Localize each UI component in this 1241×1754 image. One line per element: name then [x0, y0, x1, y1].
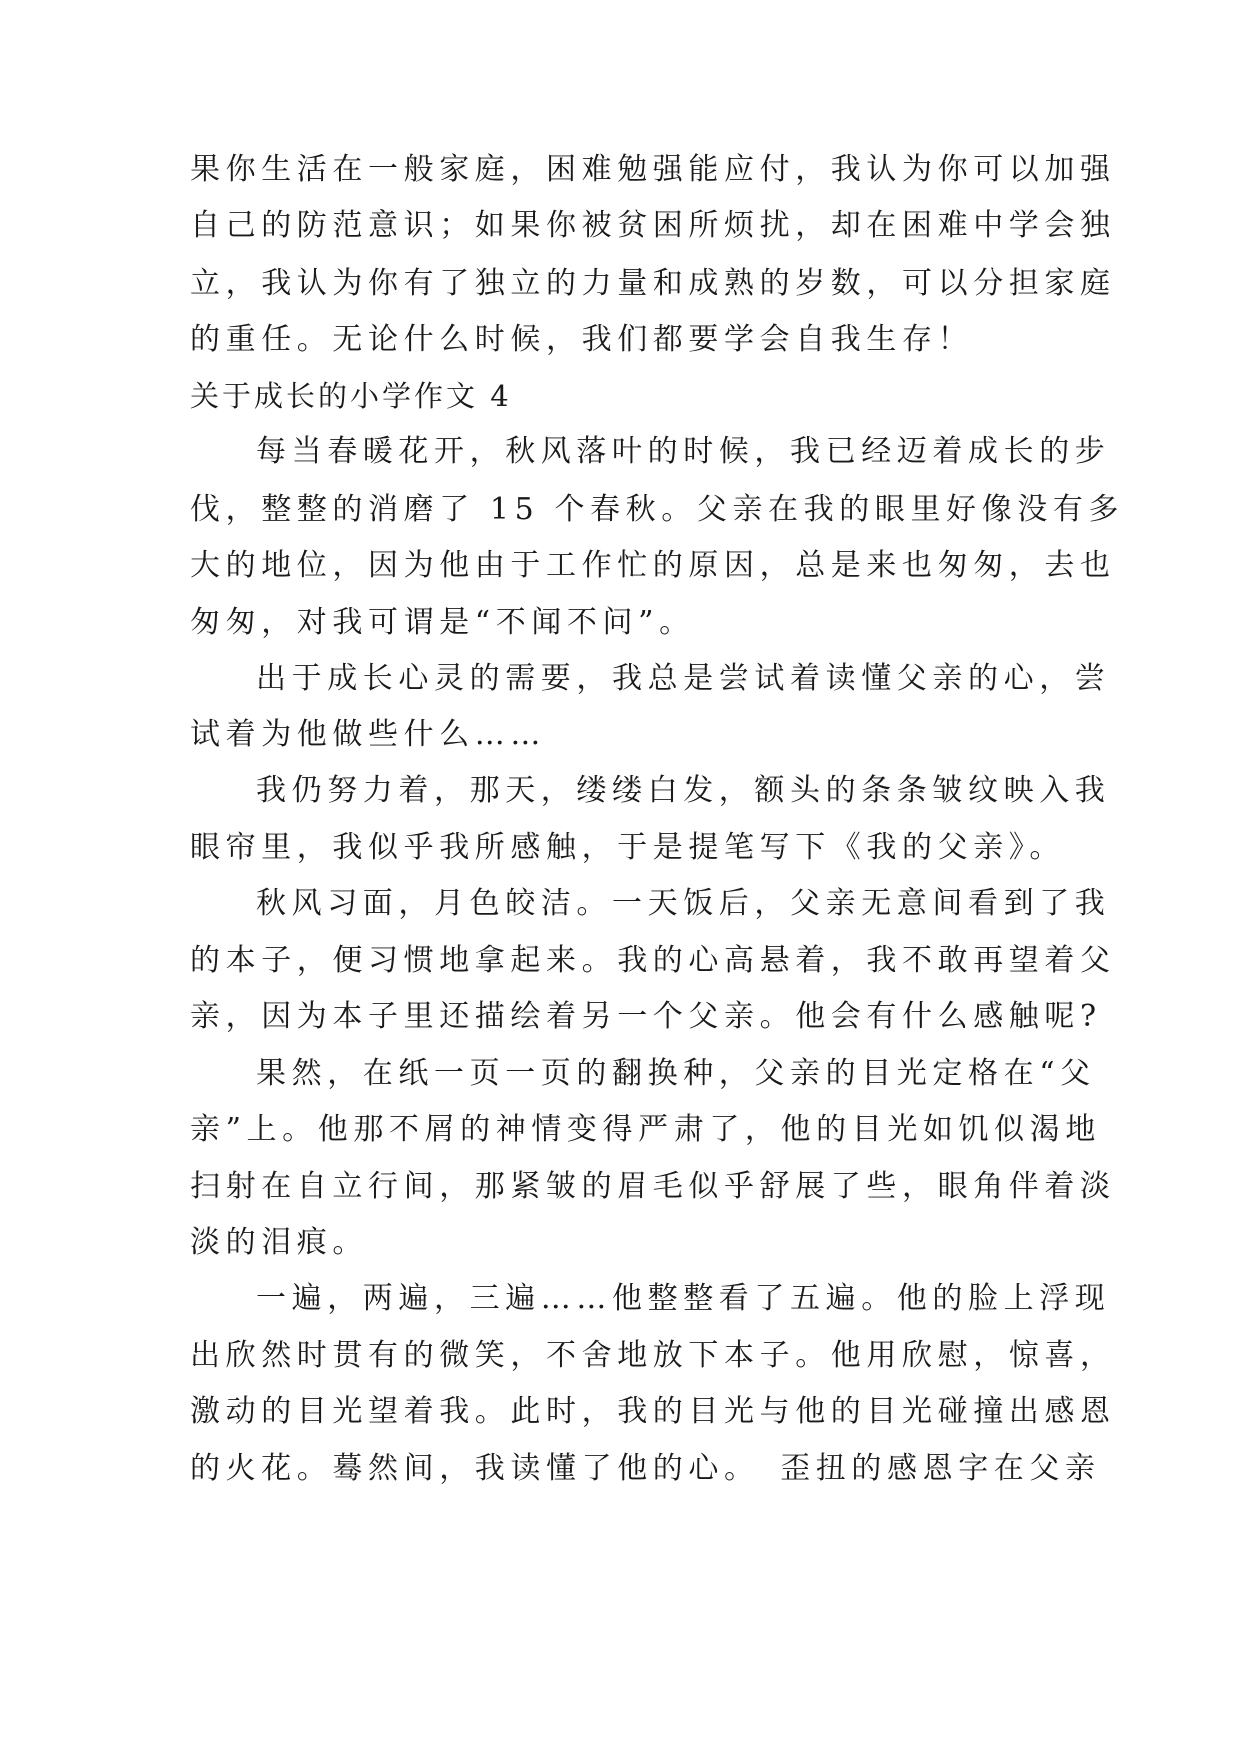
paragraph-first-line: 一遍，两遍，三遍……他整整看了五遍。他的脸上浮现 [256, 1281, 1111, 1316]
paragraph-first-line: 出于成长心灵的需要，我总是尝试着读懂父亲的心，尝 [256, 661, 1111, 696]
text-line: 匆匆，对我可谓是“不闻不问”。 [190, 605, 695, 640]
text-line: 自己的防范意识；如果你被贫困所烦扰，却在困难中学会独 [190, 208, 1116, 243]
text-line: 亲”上。他那不屑的神情变得严肃了，他的目光如饥似渴地 [190, 1112, 1101, 1147]
text-line: 的本子，便习惯地拿起来。我的心高悬着，我不敢再望着父 [190, 943, 1116, 978]
text-line: 大的地位，因为他由于工作忙的原因，总是来也匆匆，去也 [190, 548, 1116, 583]
text-line: 激动的目光望着我。此时，我的目光与他的目光碰撞出感恩 [190, 1394, 1116, 1429]
text-line: 试着为他做些什么…… [190, 717, 546, 752]
text-line: 扫射在自立行间，那紧皱的眉毛似乎舒展了些，眼角伴着淡 [190, 1169, 1116, 1204]
text-line: 淡的泪痕。 [190, 1225, 368, 1260]
text-line: 的火花。蓦然间，我读懂了他的心。 歪扭的感恩字在父亲 [190, 1451, 1101, 1486]
paragraph-first-line: 果然，在纸一页一页的翻换种，父亲的目光定格在“父 [256, 1056, 1096, 1091]
text-line: 亲，因为本子里还描绘着另一个父亲。他会有什么感触呢? [190, 999, 1102, 1034]
paragraph-first-line: 我仍努力着，那天，缕缕白发，额头的条条皱纹映入我 [256, 773, 1111, 808]
text-line: 眼帘里，我似乎我所感触，于是提笔写下《我的父亲》。 [190, 830, 1065, 865]
section-heading: 关于成长的小学作文 4 [190, 379, 512, 413]
paragraph-first-line: 每当春暖花开，秋风落叶的时候，我已经迈着成长的步 [256, 434, 1111, 469]
text-line: 果你生活在一般家庭，困难勉强能应付，我认为你可以加强 [190, 152, 1116, 187]
paragraph-first-line: 秋风习面，月色皎洁。一天饭后，父亲无意间看到了我 [256, 886, 1111, 921]
text-line: 立，我认为你有了独立的力量和成熟的岁数，可以分担家庭 [190, 266, 1116, 301]
text-line: 出欣然时贯有的微笑，不舍地放下本子。他用欣慰，惊喜， [190, 1338, 1116, 1373]
text-line: 的重任。无论什么时候，我们都要学会自我生存！ [190, 322, 974, 357]
text-line: 伐，整整的消磨了 15 个春秋。父亲在我的眼里好像没有多 [190, 492, 1125, 527]
